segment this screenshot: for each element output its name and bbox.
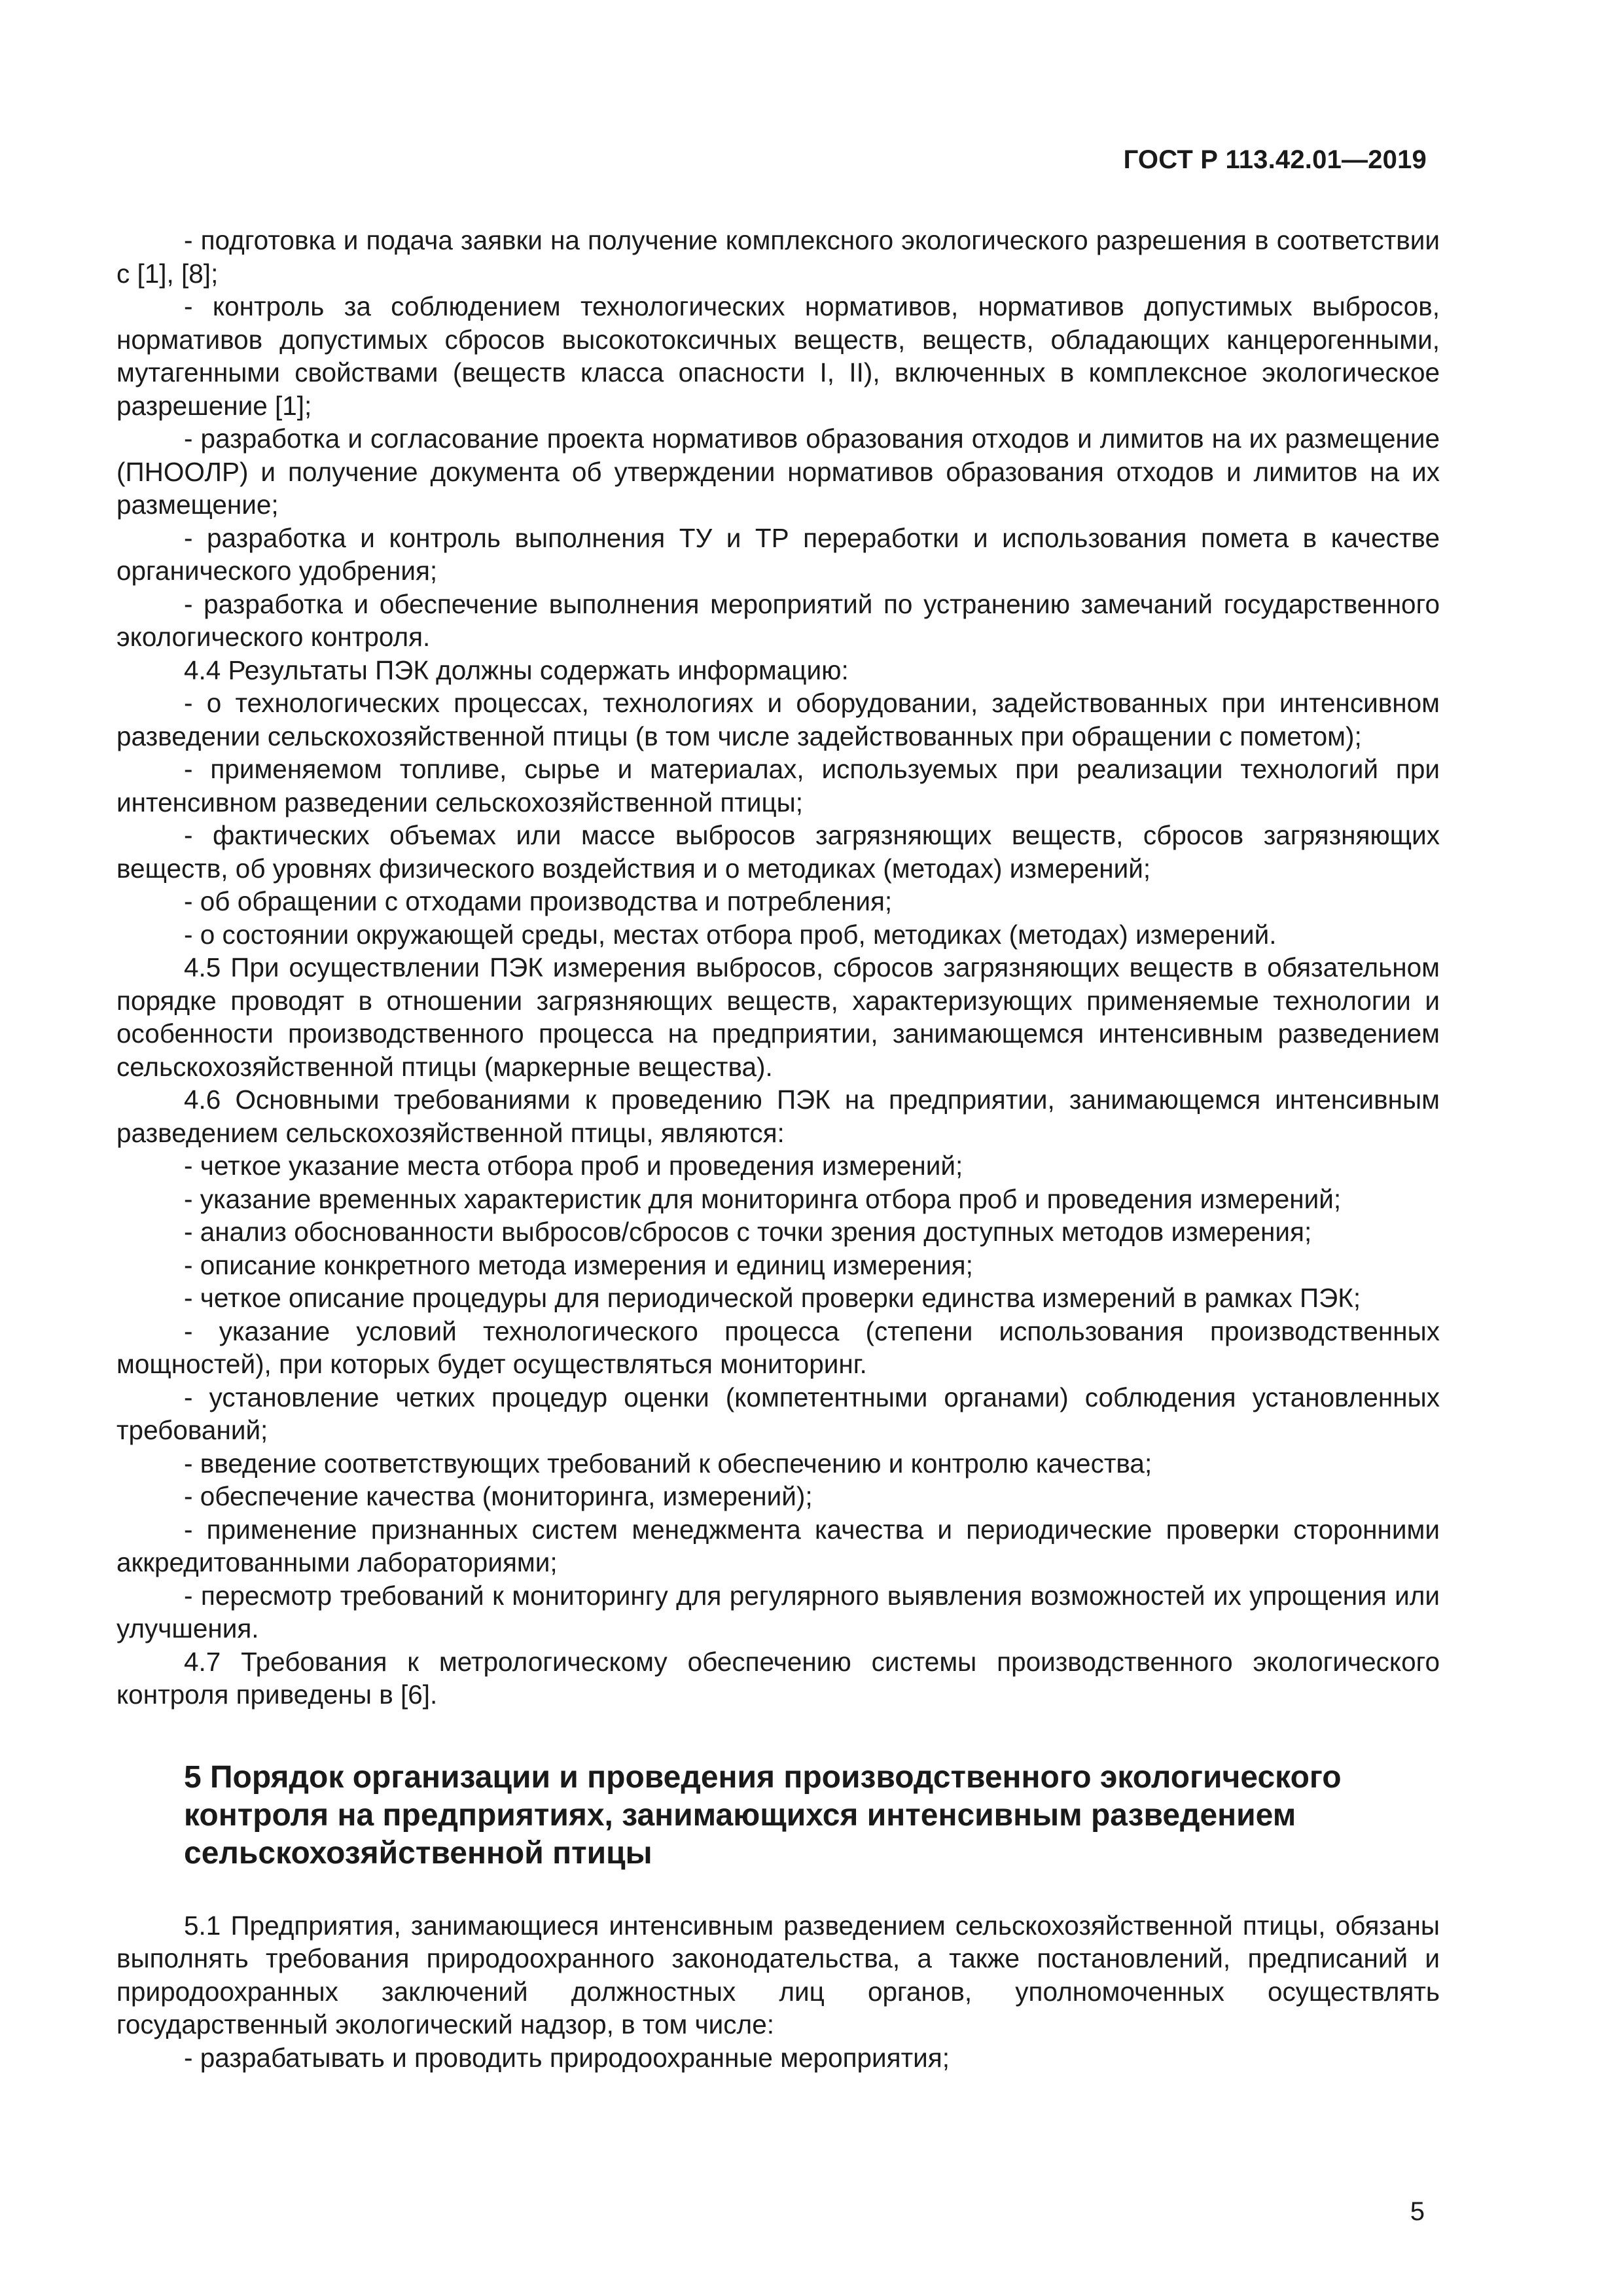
paragraph: - об обращении с отходами производства и потребления; [184, 886, 893, 916]
paragraph: - указание условий технологического процесса (степени использования производственных мощностей), при которых будет осуществляться мониторинг. [116, 1316, 1440, 1379]
clause-4-7: 4.7 Требования к метрологическому обеспечению системы производственного экологического контроля приведены в [6]. [116, 1646, 1440, 1710]
paragraph: - анализ обоснованности выбросов/сбросов с точки зрения доступных методов измерения; [184, 1217, 1312, 1247]
paragraph: - разрабатывать и проводить природоохранные мероприятия; [184, 2042, 950, 2073]
section-heading: 5 Порядок организации и проведения производственного экологического контроля на предприятиях, занимающихся интенсивным разведением сельскохозяйственной птицы [184, 1759, 1342, 1871]
clause-4-6: 4.6 Основными требованиями к проведению ПЭК на предприятии, занимающемся интенсивным разведением сельскохозяйственной птицы, являются: [116, 1085, 1440, 1148]
paragraph: - контроль за соблюдением технологических нормативов, нормативов допустимых выбросов, нормативов допустимых сбросов высокотоксичных веществ, веществ, обладающих канцерогенными, мутагенными свойствами (веществ класса опасности I, II), включенных в комплексное экологическое разрешение [1]; [116, 291, 1440, 421]
clause-5-1: 5.1 Предприятия, занимающиеся интенсивным разведением сельскохозяйственной птицы, обязаны выполнять требования природоохранного законодательства, а также постановлений, предписаний и природоохранных заключений должностных лиц органов, уполномоченных осуществлять государственный экологический надзор, в том числе: [116, 1910, 1440, 2039]
paragraph: - описание конкретного метода измерения и единиц измерения; [184, 1249, 973, 1280]
document-code-header: ГОСТ Р 113.42.01—2019 [1123, 145, 1427, 174]
paragraph: - подготовка и подача заявки на получение комплексного экологического разрешения в соответствии с [1], [8]; [116, 225, 1440, 289]
paragraph: - применение признанных систем менеджмента качества и периодические проверки сторонними аккредитованными лабораториями; [116, 1514, 1440, 1577]
paragraph: - четкое описание процедуры для периодической проверки единства измерений в рамках ПЭК; [184, 1283, 1361, 1313]
section-body [116, 1909, 1440, 2075]
paragraph: - о состоянии окружающей среды, местах отбора проб, методиках (методах) измерений. [184, 919, 1277, 950]
paragraph: - указание временных характеристик для мониторинга отбора проб и проведения измерений; [184, 1183, 1342, 1214]
clause-4-4: 4.4 Результаты ПЭК должны содержать информацию: [184, 655, 849, 685]
paragraph: - обеспечение качества (мониторинга, измерений); [184, 1481, 813, 1511]
paragraph: - разработка и обеспечение выполнения мероприятий по устранению замечаний государственного экологического контроля. [116, 588, 1440, 652]
body-text [116, 224, 1440, 2074]
paragraph: - пересмотр требований к мониторингу для регулярного выявления возможностей их упрощения или улучшения. [116, 1580, 1440, 1643]
paragraph: - фактических объемах или массе выбросов загрязняющих веществ, сбросов загрязняющих веществ, об уровнях физического воздействия и о методиках (методах) измерений; [116, 820, 1440, 884]
paragraph: - разработка и согласование проекта нормативов образования отходов и лимитов на их размещение (ПНООЛР) и получение документа об утверждении нормативов образования отходов и лимитов на их размещение; [116, 423, 1440, 520]
paragraph: - введение соответствующих требований к обеспечению и контролю качества; [184, 1448, 1152, 1479]
page-number: 5 [1410, 2197, 1425, 2226]
paragraph: - применяемом топливе, сырье и материалах, используемых при реализации технологий при интенсивном разведении сельскохозяйственной птицы; [116, 754, 1440, 817]
paragraph: - четкое указание места отбора проб и проведения измерений; [184, 1151, 963, 1181]
paragraph: - о технологических процессах, технологиях и оборудовании, задействованных при интенсивном разведении сельскохозяйственной птицы (в том числе задействованных при обращении с пометом); [116, 688, 1440, 751]
paragraph: - разработка и контроль выполнения ТУ и ТР переработки и использования помета в качестве органического удобрения; [116, 522, 1440, 586]
paragraph: - установление четких процедур оценки (компетентными органами) соблюдения установленных требований; [116, 1382, 1440, 1445]
clause-4-5: 4.5 При осуществлении ПЭК измерения выбросов, сбросов загрязняющих веществ в обязательном порядке проводят в отношении загрязняющих веществ, характеризующих применяемые технологии и особенности производственного процесса на предприятии, занимающемся интенсивным разведением сельскохозяйственной птицы (маркерные вещества). [116, 952, 1440, 1082]
